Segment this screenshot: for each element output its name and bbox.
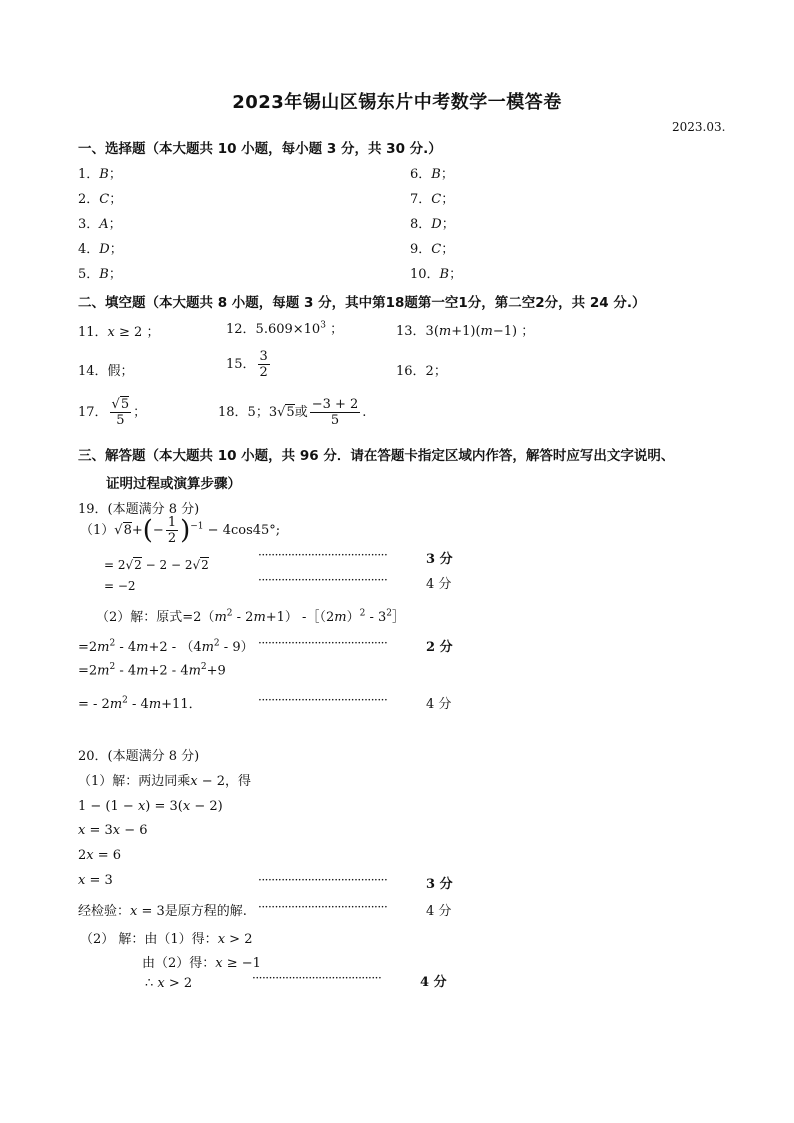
exam-date: 2023.03. xyxy=(672,120,726,134)
section-2-header: 二、填空题（本大题共 8 小题，每题 3 分，其中第18题第一空1分，第二空2分，共 24 分.） xyxy=(78,295,646,311)
choice-answer: 9．C； xyxy=(410,242,455,257)
answer-18: 18．5；3√5或 $\frac{-3 + 2}{5}$ . xyxy=(218,397,367,428)
score-4: 4 分 xyxy=(426,697,452,712)
score-leader: ······································· xyxy=(258,636,388,650)
score-leader: ······································· xyxy=(258,873,388,887)
section-3-header-line1: 三、解答题（本大题共 10 小题，共 96 分．请在答题卡指定区域内作答，解答时应写出文字说明、 xyxy=(78,448,675,464)
answer-11: 11．x ≥ 2 ； xyxy=(78,325,160,340)
score-4: 4 分 xyxy=(426,577,452,592)
q20-part1-intro: （1）解：两边同乘x − 2，得 xyxy=(78,774,252,789)
choice-answer: 7．C； xyxy=(410,192,455,207)
score-3: 3 分 xyxy=(426,877,453,892)
q20-step4: x = 3 xyxy=(78,873,113,888)
answer-13: 13．3(m+1)(m−1) ； xyxy=(396,324,535,339)
choice-answer: 8．D； xyxy=(410,217,455,232)
answer-14: 14．假； xyxy=(78,364,134,379)
choice-answer: 3．A； xyxy=(78,217,122,232)
answer-12: 12．$5.609\times 10^3$ ； xyxy=(226,320,344,337)
q19-part1-step2: = −2 xyxy=(104,579,136,593)
answer-16: 16．2； xyxy=(396,364,447,379)
q20-part2-line3: ∴ x > 2 xyxy=(145,976,193,991)
q19-part2-step3: = - $2m^2 - 4m+11$． xyxy=(78,695,202,712)
q19-part1-step1: = 2√2 − 2 − 2√2 xyxy=(104,558,209,572)
q19-part2-expression: （2）解：原式$=2(m^2 - 2m+1)$ $-[(2m)^2$ - $3^2]$ xyxy=(96,608,405,625)
score-leader: ······································· xyxy=(258,573,388,587)
score-2: 2 分 xyxy=(426,640,453,655)
choice-answer: 1．B； xyxy=(78,167,122,182)
choice-answer: 6．B； xyxy=(410,167,454,182)
q19-heading: 19．(本题满分 8 分) xyxy=(78,502,200,517)
q20-step3: 2x = 6 xyxy=(78,848,122,863)
choice-answer: 2．C； xyxy=(78,192,123,207)
fraction-3-2: $\frac{3}{2}$ xyxy=(259,349,268,380)
q19-part2-step1: $=2m^2 - 4m+2 - (4m^2 - 9)$ xyxy=(78,638,254,655)
score-3: 3 分 xyxy=(426,552,453,567)
choice-answer: 5．B； xyxy=(78,267,122,282)
score-leader: ······································· xyxy=(258,900,388,914)
answer-17: 17． $\frac{√5}{5}$ ； xyxy=(78,397,147,428)
score-4: 4 分 xyxy=(426,904,452,919)
score-leader: ······································· xyxy=(258,693,388,707)
q20-heading: 20．(本题满分 8 分) xyxy=(78,749,200,764)
answer-15: 15． $\frac{3}{2}$ xyxy=(226,349,268,380)
q20-step2: x = 3x − 6 xyxy=(78,823,148,838)
q20-check: 经检验：x = 3是原方程的解. xyxy=(78,904,247,919)
choice-answer: 4．D； xyxy=(78,242,123,257)
section-3-header-line2: 证明过程或演算步骤） xyxy=(106,476,241,492)
q20-part2-line1: （2） 解：由（1）得：x > 2 xyxy=(80,932,253,947)
choice-answer: 10．B； xyxy=(410,267,463,282)
section-1-header: 一、选择题（本大题共 10 小题，每小题 3 分，共 30 分.） xyxy=(78,141,442,157)
q19-part1-expression: （1）√8+(− $\frac{1}{2}$ )$^{-1}$ − 4cos45°; xyxy=(80,515,281,546)
q20-step1: 1 − (1 − x) = 3(x − 2) xyxy=(78,799,223,814)
q19-part2-step2: $=2m^2 - 4m+2 - 4m^2+9$ xyxy=(78,662,226,679)
score-leader: ······································· xyxy=(252,971,382,985)
score-leader: ······································· xyxy=(258,548,388,562)
score-4: 4 分 xyxy=(420,975,447,990)
page-title: 2023年锡山区锡东片中考数学一模答卷 xyxy=(232,92,562,113)
q20-part2-line2: 由（2）得：x ≥ −1 xyxy=(142,956,261,971)
